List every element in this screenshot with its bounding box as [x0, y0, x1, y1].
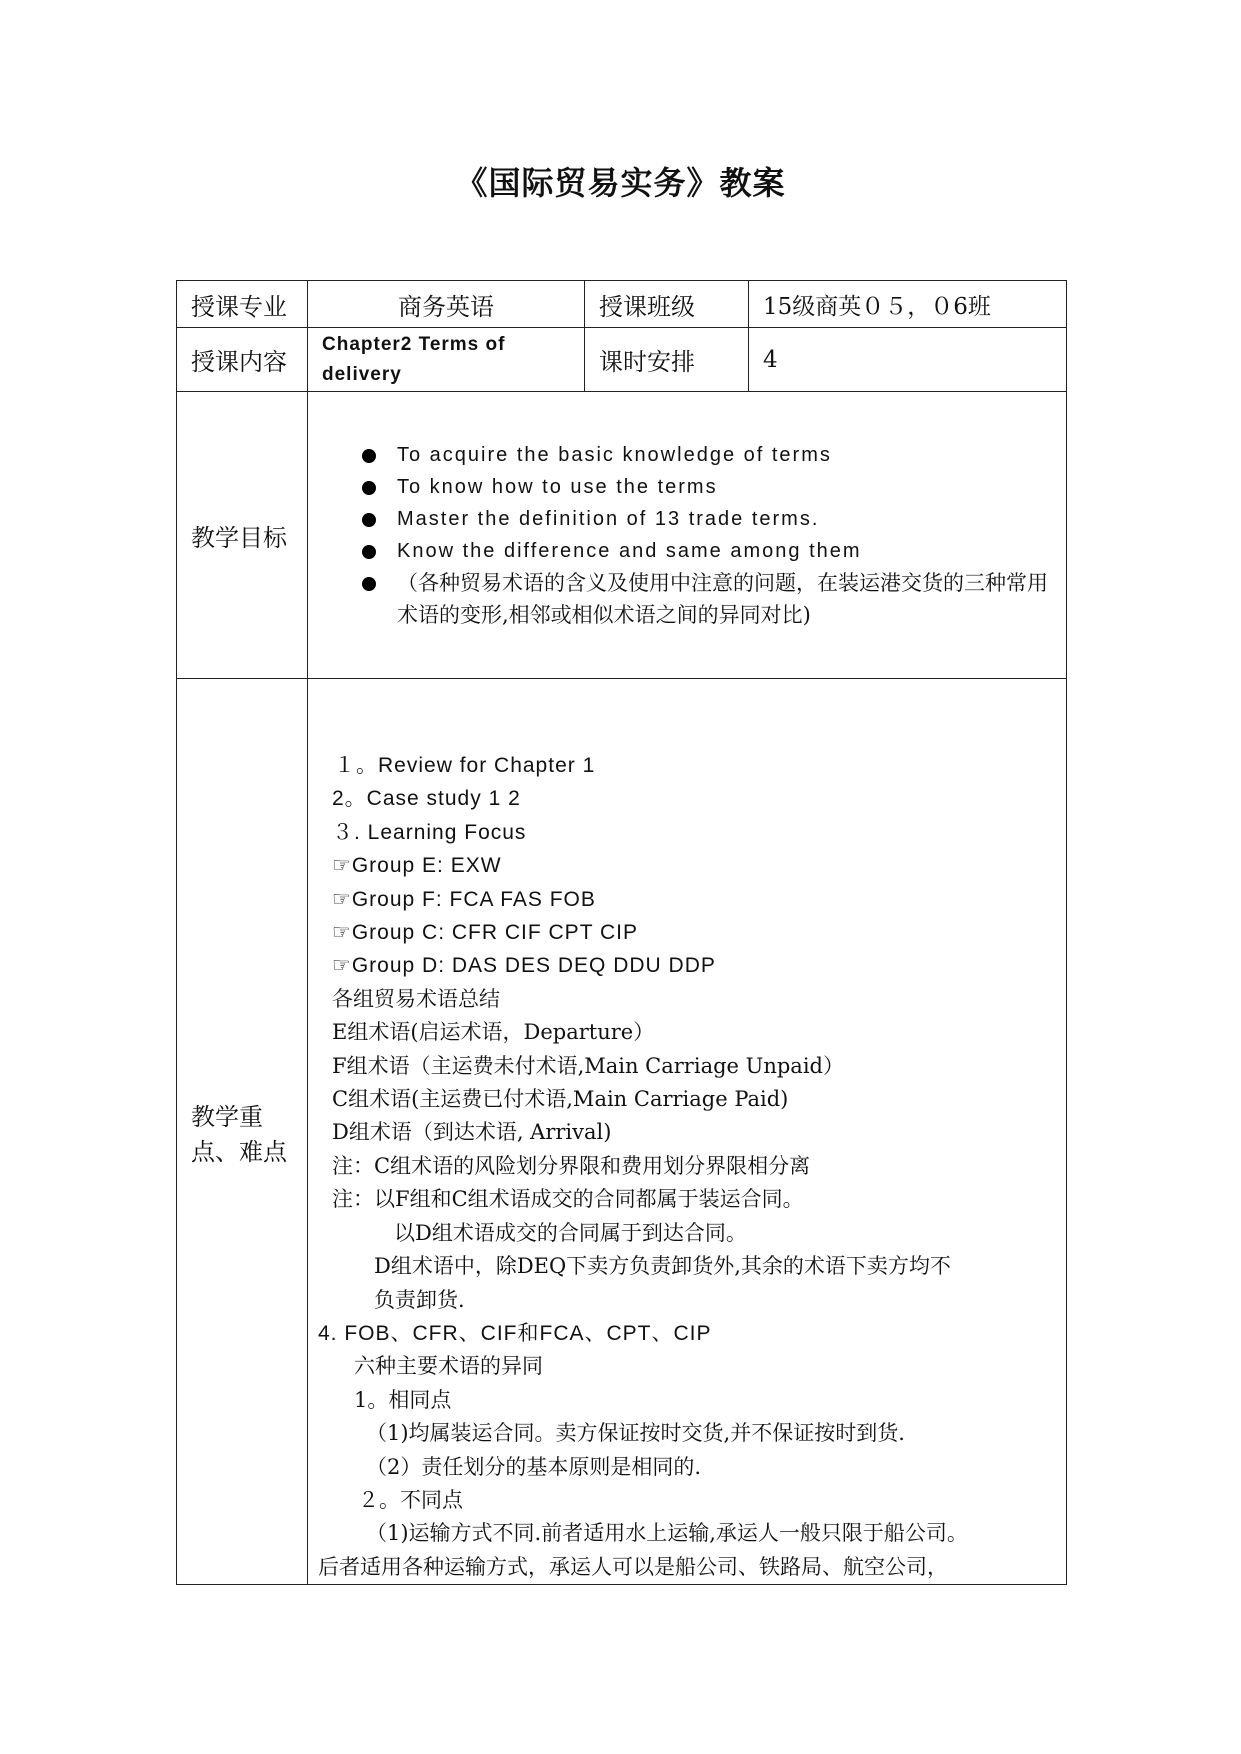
class-label: 授课班级	[585, 281, 749, 328]
list-item: 2。Case study 1 2	[332, 787, 521, 811]
list-item: 后者适用各种运输方式，承运人可以是船公司、铁路局、航空公司，	[318, 1554, 948, 1579]
hours-label: 课时安排	[585, 328, 749, 392]
row-content	[177, 328, 1067, 392]
list-item: ☞Group F: FCA FAS FOB	[332, 887, 596, 911]
list-item: （1)运输方式不同.前者适用水上运输,承运人一般只限于船公司。	[366, 1521, 968, 1546]
bullet-icon	[362, 545, 376, 559]
page-title: 《国际贸易实务》教案	[455, 164, 786, 202]
bullet-icon	[362, 513, 376, 527]
row-keypoints	[177, 679, 1067, 1585]
list-item: （2）责任划分的基本原则是相同的.	[366, 1454, 702, 1479]
list-item: Know the difference and same among them	[362, 535, 1052, 567]
objectives-list	[322, 439, 1052, 631]
bullet-icon	[362, 449, 376, 463]
objectives-label: 教学目标	[177, 392, 308, 679]
list-item: ２。不同点	[358, 1487, 463, 1512]
list-item: ☞Group C: CFR CIF CPT CIP	[332, 921, 638, 945]
keypoints-cell	[308, 679, 1067, 1585]
lesson-plan-table	[176, 280, 1067, 1585]
list-item: １。Review for Chapter 1	[334, 754, 596, 777]
list-item: 注：以F组和C组术语成交的合同都属于装运合同。	[332, 1187, 804, 1212]
keypoints-body	[318, 679, 1056, 1584]
list-item: （1)均属装运合同。卖方保证按时交货,并不保证按时到货.	[366, 1421, 905, 1446]
list-item: 1。相同点	[354, 1387, 452, 1412]
row-major	[177, 281, 1067, 328]
list-item: To acquire the basic knowledge of terms	[362, 439, 1052, 471]
content-label: 授课内容	[177, 328, 308, 392]
list-item: 注：C组术语的风险划分界限和费用划分界限相分离	[332, 1153, 811, 1178]
list-item: 各组贸易术语总结	[332, 986, 500, 1011]
list-item: 六种主要术语的异同	[354, 1354, 543, 1379]
list-item: D组术语（到达术语, Arrival)	[332, 1120, 612, 1145]
list-item: ☞Group E: EXW	[332, 854, 502, 878]
row-objectives	[177, 392, 1067, 679]
bullet-icon	[362, 481, 376, 495]
list-item: To know how to use the terms	[362, 471, 1052, 503]
list-item: E组术语(启运术语，Departure）	[332, 1020, 655, 1045]
list-item: 4. FOB、CFR、CIF和FCA、CPT、CIP	[318, 1321, 712, 1345]
objectives-cell	[308, 392, 1067, 679]
major-label: 授课专业	[177, 281, 308, 328]
list-item: （各种贸易术语的含义及使用中注意的问题，在装运港交货的三种常用术语的变形,相邻或相似术语之间的异同对比)	[362, 567, 1052, 631]
bullet-icon	[362, 577, 376, 591]
hours-value: 4	[749, 328, 1067, 392]
keypoints-label: 教学重点、难点	[177, 679, 308, 1585]
list-item: D组术语中，除DEQ下卖方负责卸货外,其余的术语下卖方均不	[374, 1254, 951, 1279]
list-item: Master the definition of 13 trade terms.	[362, 503, 1052, 535]
list-item: ３. Learning Focus	[332, 820, 527, 844]
list-item: 以D组术语成交的合同属于到达合同。	[394, 1220, 747, 1245]
list-item: C组术语(主运费已付术语,Main Carriage Paid)	[332, 1087, 789, 1112]
list-item: ☞Group D: DAS DES DEQ DDU DDP	[332, 954, 716, 978]
content-value: Chapter2 Terms of delivery	[308, 328, 585, 392]
major-value: 商务英语	[308, 281, 585, 328]
list-item: F组术语（主运费未付术语,Main Carriage Unpaid）	[332, 1053, 844, 1078]
list-item: 负责卸货.	[374, 1287, 465, 1312]
class-value: 15级商英０５，０6班	[749, 281, 1067, 328]
